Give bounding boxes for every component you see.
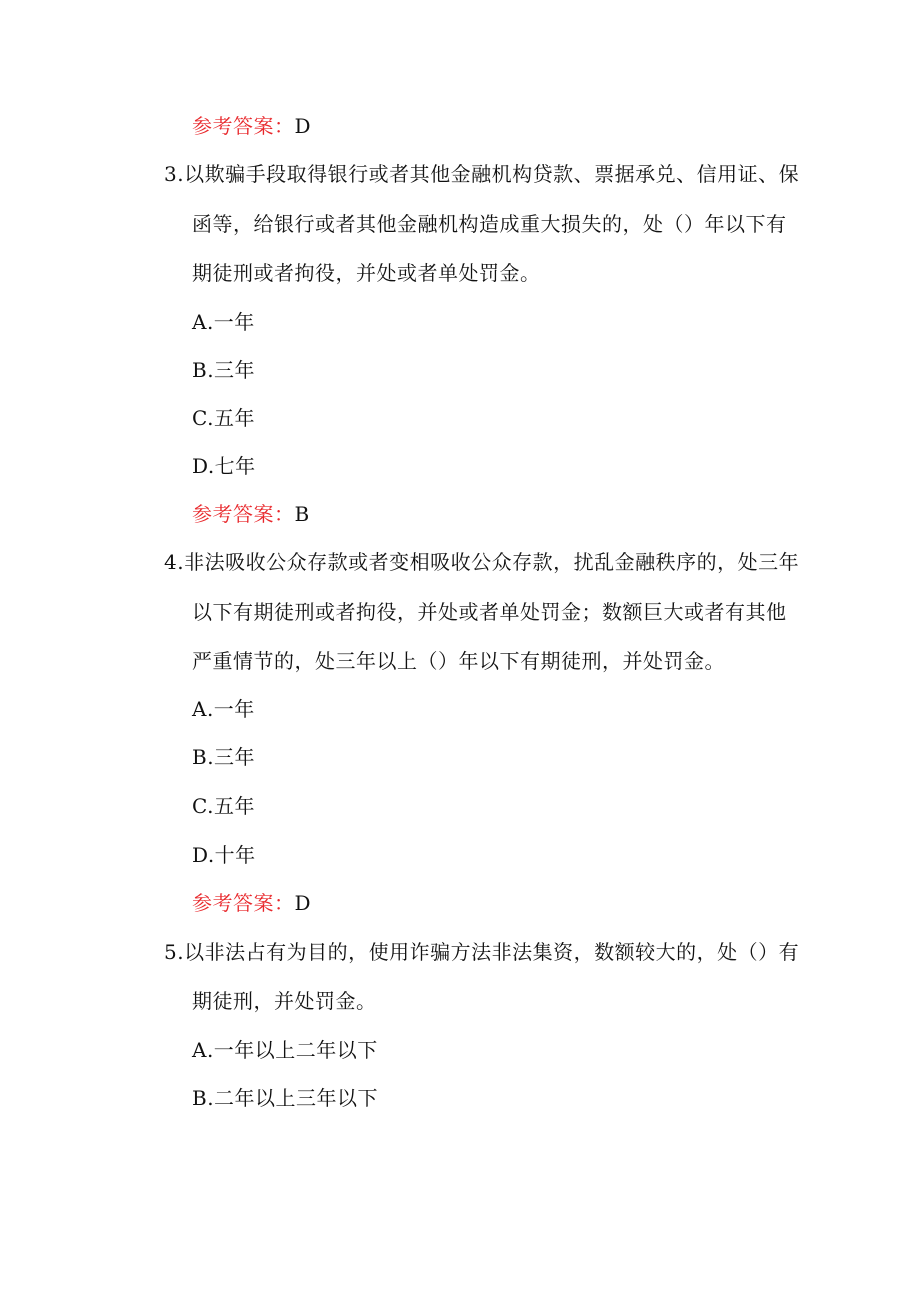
question-4-line-3: 严重情节的，处三年以上（）年以下有期徒刑，并处罚金。 (192, 649, 725, 673)
question-4-line-1: 4.非法吸收公众存款或者变相吸收公众存款，扰乱金融秩序的，处三年 (164, 550, 800, 574)
answer-value: D (294, 114, 312, 138)
question-4-answer (192, 889, 311, 917)
question-3-line-3: 期徒刑或者拘役，并处或者单处罚金。 (192, 261, 541, 285)
question-3-option-b: B.三年 (192, 358, 256, 382)
question-3-answer (192, 500, 310, 528)
answer-value: D (294, 891, 312, 915)
question-3-option-c: C.五年 (192, 406, 255, 430)
question-3-line-1: 3.以欺骗手段取得银行或者其他金融机构贷款、票据承兑、信用证、保 (164, 162, 800, 186)
answer-label: 参考答案： (192, 891, 295, 915)
answer-line-top (192, 112, 311, 140)
answer-value: B (294, 502, 310, 526)
question-5-option-b: B.二年以上三年以下 (192, 1086, 379, 1110)
question-4-option-c: C.五年 (192, 794, 255, 818)
question-5-option-a: A.一年以上二年以下 (192, 1038, 378, 1062)
question-4-line-2: 以下有期徒刑或者拘役，并处或者单处罚金；数额巨大或者有其他 (192, 600, 787, 624)
question-4-option-a: A.一年 (192, 697, 255, 721)
question-5-line-1: 5.以非法占有为目的，使用诈骗方法非法集资，数额较大的，处（）有 (164, 940, 800, 964)
question-3-option-d: D.七年 (192, 454, 256, 478)
question-5-line-2: 期徒刑，并处罚金。 (192, 989, 377, 1013)
question-4-option-d: D.十年 (192, 843, 256, 867)
question-3-line-2: 函等，给银行或者其他金融机构造成重大损失的，处（）年以下有 (192, 212, 787, 236)
question-3-option-a: A.一年 (192, 310, 255, 334)
question-4-option-b: B.三年 (192, 745, 256, 769)
answer-label: 参考答案： (192, 114, 295, 138)
answer-label: 参考答案： (192, 502, 295, 526)
